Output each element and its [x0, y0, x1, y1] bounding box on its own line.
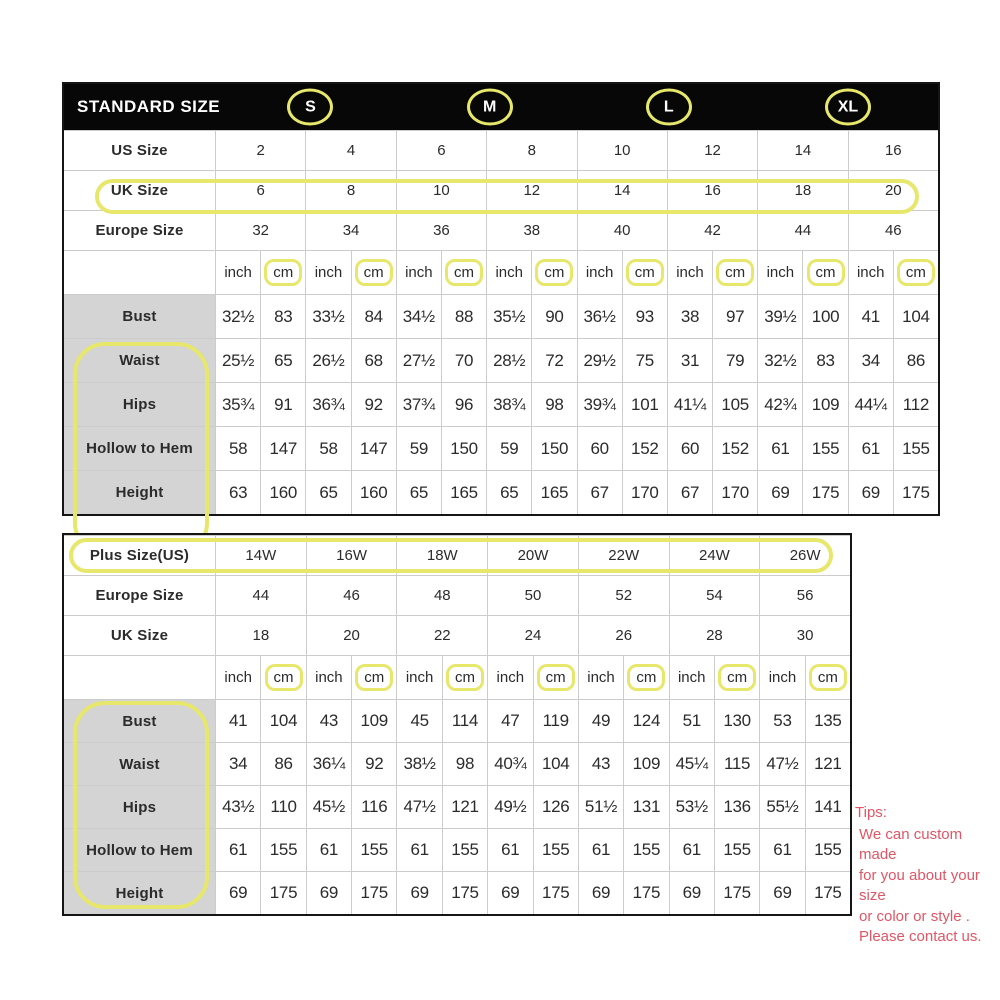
measure-value-cell: 61 [215, 828, 260, 871]
measure-value-cell: 155 [893, 426, 938, 470]
cm-highlight-box: cm [716, 259, 754, 286]
measure-value-cell: 44¼ [848, 382, 893, 426]
measure-value-cell: 112 [893, 382, 938, 426]
measure-value-cell: 32½ [757, 338, 802, 382]
measure-value-cell: 38 [667, 294, 712, 338]
measure-value-cell: 165 [531, 470, 576, 514]
size-value-cell: 32 [215, 210, 305, 250]
unit-cell-inch: inch [577, 250, 622, 294]
measure-value-cell: 136 [714, 785, 759, 828]
measure-value-cell: 61 [578, 828, 623, 871]
measure-value-cell: 100 [802, 294, 847, 338]
measure-value-cell: 69 [759, 871, 804, 914]
measure-value-cell: 155 [714, 828, 759, 871]
size-value-cell: 56 [759, 575, 850, 615]
cm-highlight-box: cm [627, 664, 665, 691]
measure-value-cell: 109 [802, 382, 847, 426]
measure-value-cell: 155 [805, 828, 850, 871]
tips-line: Please contact us. [859, 928, 982, 945]
plus-size-table [62, 533, 852, 916]
measure-value-cell: 175 [893, 470, 938, 514]
measure-value-cell: 65 [396, 470, 441, 514]
measure-value-cell: 155 [260, 828, 305, 871]
size-value-cell: 12 [486, 170, 576, 210]
size-value-cell: 18 [757, 170, 847, 210]
measure-value-cell: 110 [260, 785, 305, 828]
measure-value-cell: 83 [802, 338, 847, 382]
unit-cell-cm [260, 655, 305, 699]
size-value-cell: 52 [578, 575, 669, 615]
measure-value-cell: 124 [623, 699, 668, 742]
measure-value-cell: 38½ [396, 742, 441, 785]
measure-value-cell: 96 [441, 382, 486, 426]
size-value-cell: 34 [305, 210, 395, 250]
measure-value-cell: 98 [442, 742, 487, 785]
size-value-cell: 14 [757, 130, 847, 170]
size-value-cell: 18W [396, 535, 487, 575]
cm-highlight-box: cm [355, 259, 393, 286]
measure-value-cell: 104 [260, 699, 305, 742]
measure-value-cell: 51½ [578, 785, 623, 828]
measure-value-cell: 45½ [306, 785, 351, 828]
size-value-cell: 16W [306, 535, 397, 575]
size-value-cell: 20W [487, 535, 578, 575]
unit-row-spacer [64, 250, 215, 294]
cm-highlight-box: cm [535, 259, 573, 286]
measure-value-cell: 170 [712, 470, 757, 514]
measure-value-cell: 155 [533, 828, 578, 871]
unit-cell-inch: inch [305, 250, 350, 294]
measure-value-cell: 45¼ [669, 742, 714, 785]
measure-value-cell: 34 [848, 338, 893, 382]
unit-cell-inch: inch [667, 250, 712, 294]
measure-value-cell: 175 [533, 871, 578, 914]
size-value-cell: 40 [577, 210, 667, 250]
size-value-cell: 10 [577, 130, 667, 170]
measure-value-cell: 175 [802, 470, 847, 514]
measure-value-cell: 175 [442, 871, 487, 914]
size-group-row [64, 130, 938, 170]
measure-value-cell: 69 [306, 871, 351, 914]
row-label: UK Size [64, 615, 215, 655]
measure-value-cell: 160 [351, 470, 396, 514]
size-value-cell: 14 [577, 170, 667, 210]
size-value-cell: 46 [848, 210, 938, 250]
cm-highlight-box: cm [265, 664, 303, 691]
measure-value-cell: 155 [351, 828, 396, 871]
measure-value-cell: 75 [622, 338, 667, 382]
row-label: US Size [64, 130, 215, 170]
size-value-cell: 2 [215, 130, 305, 170]
measure-value-cell: 104 [893, 294, 938, 338]
size-group-row [64, 535, 850, 575]
size-value-cell: 24W [669, 535, 760, 575]
measure-value-cell: 147 [260, 426, 305, 470]
measure-value-cell: 65 [486, 470, 531, 514]
measure-value-cell: 25½ [215, 338, 260, 382]
unit-cell-cm [805, 655, 850, 699]
measure-value-cell: 35½ [486, 294, 531, 338]
measure-value-cell: 97 [712, 294, 757, 338]
size-value-cell: 22 [396, 615, 487, 655]
measure-value-cell: 28½ [486, 338, 531, 382]
size-value-cell: 10 [396, 170, 486, 210]
measure-value-cell: 69 [757, 470, 802, 514]
size-value-cell: 38 [486, 210, 576, 250]
measure-value-cell: 119 [533, 699, 578, 742]
measure-row [64, 871, 850, 914]
size-value-cell: 14W [215, 535, 306, 575]
unit-cell-inch: inch [487, 655, 532, 699]
measure-value-cell: 72 [531, 338, 576, 382]
size-badge-xl: XL [825, 89, 871, 126]
unit-cell-inch: inch [578, 655, 623, 699]
measure-value-cell: 63 [215, 470, 260, 514]
size-value-cell: 6 [396, 130, 486, 170]
size-value-cell: 8 [486, 130, 576, 170]
measure-value-cell: 130 [714, 699, 759, 742]
size-value-cell: 18 [215, 615, 306, 655]
measure-value-cell: 175 [260, 871, 305, 914]
measure-value-cell: 59 [486, 426, 531, 470]
measure-value-cell: 49½ [487, 785, 532, 828]
row-label: Hollow to Hem [64, 828, 215, 871]
cm-highlight-box: cm [718, 664, 756, 691]
unit-cell-inch: inch [848, 250, 893, 294]
size-value-cell: 44 [215, 575, 306, 615]
unit-cell-inch: inch [396, 250, 441, 294]
measure-value-cell: 58 [305, 426, 350, 470]
unit-cell-cm [893, 250, 938, 294]
row-label: Waist [64, 742, 215, 785]
unit-cell-cm [712, 250, 757, 294]
tips-title: Tips: [855, 804, 887, 821]
size-value-cell: 48 [396, 575, 487, 615]
measure-value-cell: 147 [351, 426, 396, 470]
size-badge-l: L [646, 89, 692, 126]
measure-value-cell: 69 [578, 871, 623, 914]
measure-value-cell: 101 [622, 382, 667, 426]
unit-cell-cm [442, 655, 487, 699]
measure-value-cell: 60 [667, 426, 712, 470]
measure-value-cell: 36¾ [305, 382, 350, 426]
measure-value-cell: 88 [441, 294, 486, 338]
measure-value-cell: 69 [487, 871, 532, 914]
measure-value-cell: 155 [623, 828, 668, 871]
measure-value-cell: 86 [260, 742, 305, 785]
size-value-cell: 46 [306, 575, 397, 615]
measure-value-cell: 91 [260, 382, 305, 426]
size-group-row [64, 615, 850, 655]
measure-value-cell: 41¼ [667, 382, 712, 426]
measure-value-cell: 105 [712, 382, 757, 426]
measure-value-cell: 53 [759, 699, 804, 742]
unit-cell-cm [802, 250, 847, 294]
size-value-cell: 20 [306, 615, 397, 655]
size-value-cell: 16 [667, 170, 757, 210]
measure-value-cell: 65 [305, 470, 350, 514]
measure-value-cell: 61 [848, 426, 893, 470]
measure-row [64, 426, 938, 470]
size-value-cell: 4 [305, 130, 395, 170]
measure-value-cell: 109 [351, 699, 396, 742]
measure-value-cell: 41 [215, 699, 260, 742]
measure-value-cell: 135 [805, 699, 850, 742]
unit-cell-cm [623, 655, 668, 699]
measure-value-cell: 39½ [757, 294, 802, 338]
measure-value-cell: 90 [531, 294, 576, 338]
measure-value-cell: 39¾ [577, 382, 622, 426]
measure-value-cell: 121 [805, 742, 850, 785]
measure-value-cell: 49 [578, 699, 623, 742]
row-label: Height [64, 871, 215, 914]
row-label: Hollow to Hem [64, 426, 215, 470]
measure-value-cell: 33½ [305, 294, 350, 338]
measure-value-cell: 69 [396, 871, 441, 914]
unit-cell-inch: inch [486, 250, 531, 294]
row-label: Waist [64, 338, 215, 382]
unit-cell-cm [533, 655, 578, 699]
measure-value-cell: 43½ [215, 785, 260, 828]
cm-highlight-box: cm [809, 664, 847, 691]
size-value-cell: 30 [759, 615, 850, 655]
unit-cell-cm [622, 250, 667, 294]
measure-value-cell: 61 [396, 828, 441, 871]
size-value-cell: 12 [667, 130, 757, 170]
size-value-cell: 26 [578, 615, 669, 655]
tips-line: We can custom made [859, 825, 963, 863]
measure-value-cell: 83 [260, 294, 305, 338]
measure-value-cell: 43 [578, 742, 623, 785]
measure-value-cell: 59 [396, 426, 441, 470]
measure-row [64, 470, 938, 514]
measure-value-cell: 126 [533, 785, 578, 828]
measure-value-cell: 155 [442, 828, 487, 871]
measure-value-cell: 115 [714, 742, 759, 785]
measure-value-cell: 70 [441, 338, 486, 382]
measure-value-cell: 61 [306, 828, 351, 871]
unit-row-spacer [64, 655, 215, 699]
size-group-row [64, 210, 938, 250]
measure-value-cell: 69 [669, 871, 714, 914]
measure-value-cell: 29½ [577, 338, 622, 382]
measure-value-cell: 60 [577, 426, 622, 470]
measure-value-cell: 26½ [305, 338, 350, 382]
tips-line: or color or style . [859, 907, 970, 925]
measure-value-cell: 61 [757, 426, 802, 470]
unit-cell-cm [714, 655, 759, 699]
measure-value-cell: 31 [667, 338, 712, 382]
size-value-cell: 42 [667, 210, 757, 250]
unit-cell-cm [441, 250, 486, 294]
measure-value-cell: 152 [622, 426, 667, 470]
measure-value-cell: 47½ [396, 785, 441, 828]
measure-value-cell: 141 [805, 785, 850, 828]
measure-value-cell: 92 [351, 742, 396, 785]
measure-value-cell: 175 [805, 871, 850, 914]
measure-value-cell: 175 [351, 871, 396, 914]
cm-highlight-box: cm [626, 259, 664, 286]
tips-lines [855, 825, 1000, 948]
unit-cell-inch: inch [757, 250, 802, 294]
measure-value-cell: 37¾ [396, 382, 441, 426]
measure-value-cell: 27½ [396, 338, 441, 382]
tips-line: for you about your size [859, 866, 980, 904]
standard-size-table [62, 82, 940, 516]
measure-value-cell: 51 [669, 699, 714, 742]
cm-highlight-box: cm [807, 259, 845, 286]
measure-value-cell: 34 [215, 742, 260, 785]
measure-value-cell: 131 [623, 785, 668, 828]
row-label: Europe Size [64, 575, 215, 615]
row-label: Bust [64, 294, 215, 338]
size-value-cell: 28 [669, 615, 760, 655]
row-label: Plus Size(US) [64, 535, 215, 575]
size-value-cell: 36 [396, 210, 486, 250]
unit-cell-inch: inch [759, 655, 804, 699]
measure-value-cell: 165 [441, 470, 486, 514]
measure-value-cell: 42¾ [757, 382, 802, 426]
size-value-cell: 16 [848, 130, 938, 170]
standard-size-rows [64, 130, 938, 514]
measure-value-cell: 68 [351, 338, 396, 382]
size-value-cell: 44 [757, 210, 847, 250]
measure-value-cell: 150 [531, 426, 576, 470]
measure-value-cell: 32½ [215, 294, 260, 338]
size-group-row [64, 170, 938, 210]
size-group-row [64, 575, 850, 615]
measure-value-cell: 170 [622, 470, 667, 514]
unit-row [64, 655, 850, 699]
measure-value-cell: 61 [487, 828, 532, 871]
size-value-cell: 20 [848, 170, 938, 210]
size-value-cell: 24 [487, 615, 578, 655]
size-value-cell: 26W [759, 535, 850, 575]
measure-value-cell: 121 [442, 785, 487, 828]
measure-value-cell: 175 [623, 871, 668, 914]
measure-row [64, 338, 938, 382]
measure-value-cell: 150 [441, 426, 486, 470]
measure-row [64, 785, 850, 828]
measure-value-cell: 152 [712, 426, 757, 470]
measure-value-cell: 67 [577, 470, 622, 514]
size-value-cell: 22W [578, 535, 669, 575]
row-label: Hips [64, 382, 215, 426]
size-badge-s: S [287, 89, 333, 126]
size-value-cell: 6 [215, 170, 305, 210]
measure-value-cell: 65 [260, 338, 305, 382]
measure-row [64, 699, 850, 742]
unit-cell-cm [260, 250, 305, 294]
measure-value-cell: 86 [893, 338, 938, 382]
measure-value-cell: 92 [351, 382, 396, 426]
size-value-cell: 8 [305, 170, 395, 210]
measure-row [64, 294, 938, 338]
cm-highlight-box: cm [445, 259, 483, 286]
measure-value-cell: 114 [442, 699, 487, 742]
measure-row [64, 382, 938, 426]
row-label: Europe Size [64, 210, 215, 250]
measure-value-cell: 175 [714, 871, 759, 914]
size-value-cell: 54 [669, 575, 760, 615]
measure-value-cell: 84 [351, 294, 396, 338]
cm-highlight-box: cm [446, 664, 484, 691]
row-label: Hips [64, 785, 215, 828]
size-badge-m: M [467, 89, 513, 126]
cm-highlight-box: cm [537, 664, 575, 691]
measure-value-cell: 109 [623, 742, 668, 785]
measure-value-cell: 61 [759, 828, 804, 871]
standard-size-header-bar [64, 84, 938, 130]
measure-value-cell: 104 [533, 742, 578, 785]
unit-cell-cm [351, 655, 396, 699]
measure-value-cell: 160 [260, 470, 305, 514]
unit-cell-cm [531, 250, 576, 294]
measure-value-cell: 41 [848, 294, 893, 338]
row-label: Bust [64, 699, 215, 742]
measure-value-cell: 47½ [759, 742, 804, 785]
measure-value-cell: 98 [531, 382, 576, 426]
measure-value-cell: 69 [848, 470, 893, 514]
measure-row [64, 742, 850, 785]
measure-value-cell: 47 [487, 699, 532, 742]
standard-size-title: STANDARD SIZE [77, 97, 221, 116]
measure-value-cell: 36½ [577, 294, 622, 338]
unit-row [64, 250, 938, 294]
measure-value-cell: 34½ [396, 294, 441, 338]
measure-value-cell: 43 [306, 699, 351, 742]
measure-value-cell: 55½ [759, 785, 804, 828]
unit-cell-inch: inch [669, 655, 714, 699]
measure-row [64, 828, 850, 871]
cm-highlight-box: cm [897, 259, 935, 286]
measure-value-cell: 61 [669, 828, 714, 871]
measure-value-cell: 58 [215, 426, 260, 470]
size-value-cell: 50 [487, 575, 578, 615]
plus-size-rows [64, 535, 850, 914]
measure-value-cell: 116 [351, 785, 396, 828]
row-label: Height [64, 470, 215, 514]
cm-highlight-box: cm [264, 259, 302, 286]
unit-cell-inch: inch [396, 655, 441, 699]
measure-value-cell: 67 [667, 470, 712, 514]
measure-value-cell: 45 [396, 699, 441, 742]
tips-note [855, 803, 1000, 948]
measure-value-cell: 93 [622, 294, 667, 338]
unit-cell-inch: inch [306, 655, 351, 699]
measure-value-cell: 38¾ [486, 382, 531, 426]
measure-value-cell: 36¼ [306, 742, 351, 785]
cm-highlight-box: cm [355, 664, 393, 691]
measure-value-cell: 79 [712, 338, 757, 382]
measure-value-cell: 155 [802, 426, 847, 470]
measure-value-cell: 69 [215, 871, 260, 914]
unit-cell-inch: inch [215, 250, 260, 294]
measure-value-cell: 35¾ [215, 382, 260, 426]
unit-cell-cm [351, 250, 396, 294]
row-label: UK Size [64, 170, 215, 210]
unit-cell-inch: inch [215, 655, 260, 699]
measure-value-cell: 53½ [669, 785, 714, 828]
measure-value-cell: 40¾ [487, 742, 532, 785]
